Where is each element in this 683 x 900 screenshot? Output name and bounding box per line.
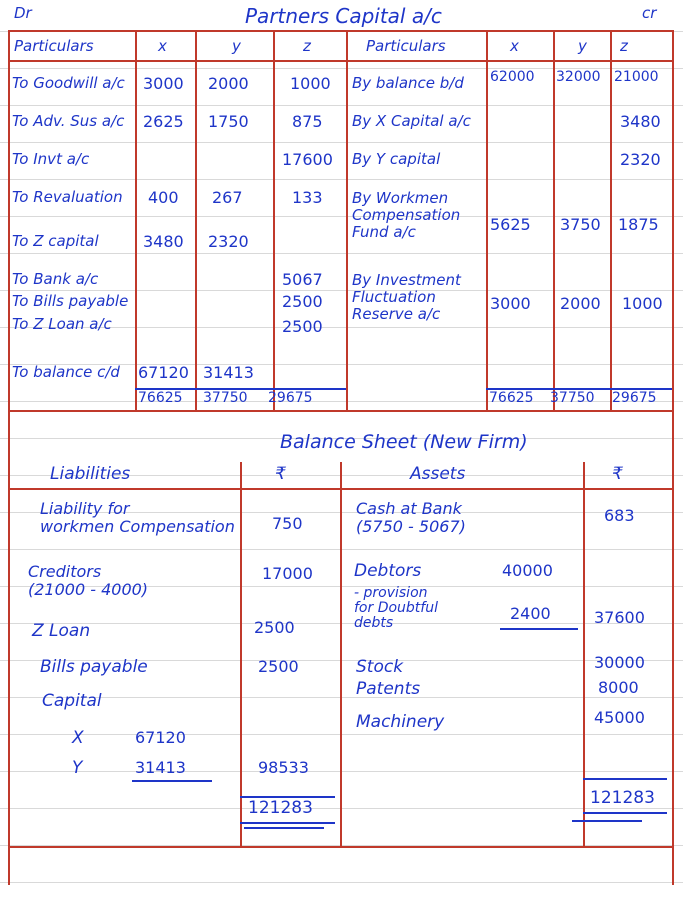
header-z-left: z <box>303 37 311 55</box>
liability-capital-label: Capital <box>42 691 102 711</box>
liability-creditors-label: Creditors (21000 - 4000) <box>28 562 149 599</box>
liability-workmen-label: Liability for workmen Compensation <box>40 499 235 536</box>
total-right-y: 37750 <box>550 390 595 406</box>
capital-x-amount: 67120 <box>135 728 186 747</box>
row-bank-label: To Bank a/c <box>12 270 99 288</box>
row-z-loan-z: 2500 <box>282 317 323 336</box>
row-revaluation-y: 267 <box>212 188 243 207</box>
row-workmen-z: 1875 <box>618 215 659 234</box>
row-adv-sus-label: To Adv. Sus a/c <box>12 112 125 130</box>
liability-z-loan-amount: 2500 <box>254 618 295 637</box>
row-balance-cd-y: 31413 <box>203 363 254 382</box>
row-goodwill-y: 2000 <box>208 74 249 93</box>
row-ifr-x: 3000 <box>490 294 531 313</box>
liabilities-header: Liabilities <box>50 464 131 484</box>
capital-x-label: X <box>72 728 84 748</box>
row-workmen-label: By Workmen Compensation Fund a/c <box>352 189 461 241</box>
row-x-capital-label: By X Capital a/c <box>352 112 471 130</box>
asset-debtors-label: Debtors <box>354 561 422 581</box>
row-y-capital-z: 2320 <box>620 150 661 169</box>
header-x-right: x <box>510 37 519 55</box>
asset-provision-label: - provision for Doubtful debts <box>354 585 438 631</box>
asset-debtors-gross: 40000 <box>502 561 553 580</box>
asset-machinery-label: Machinery <box>356 712 445 732</box>
total-left-y: 37750 <box>203 390 248 406</box>
row-balance-bd-y: 32000 <box>556 69 601 85</box>
row-balance-bd-z: 21000 <box>614 69 659 85</box>
row-x-capital-z: 3480 <box>620 112 661 131</box>
row-ifr-z: 1000 <box>622 294 663 313</box>
row-bills-label: To Bills payable <box>12 292 129 310</box>
row-ifr-label: By Investment Fluctuation Reserve a/c <box>352 271 461 323</box>
dr-label: Dr <box>14 4 32 22</box>
asset-debtors-net: 37600 <box>594 608 645 627</box>
capital-y-amount: 31413 <box>135 758 186 777</box>
asset-stock-label: Stock <box>356 657 404 677</box>
rupee-header-right: ₹ <box>612 464 623 484</box>
total-left-x: 76625 <box>138 390 183 406</box>
row-workmen-x: 5625 <box>490 215 531 234</box>
total-right-x: 76625 <box>489 390 534 406</box>
total-left-z: 29675 <box>268 390 313 406</box>
capital-total-amount: 98533 <box>258 758 309 777</box>
liability-creditors-amount: 17000 <box>262 564 313 583</box>
row-adv-sus-z: 875 <box>292 112 323 131</box>
liability-bills-amount: 2500 <box>258 657 299 676</box>
liability-workmen-amount: 750 <box>272 514 303 533</box>
asset-stock-amount: 30000 <box>594 653 645 672</box>
row-workmen-y: 3750 <box>560 215 601 234</box>
header-particulars-right: Particulars <box>366 37 446 55</box>
header-particulars-left: Particulars <box>14 37 94 55</box>
row-balance-cd-label: To balance c/d <box>12 363 120 381</box>
cr-label: cr <box>642 4 657 22</box>
row-z-loan-label: To Z Loan a/c <box>12 315 112 333</box>
row-z-capital-y: 2320 <box>208 232 249 251</box>
row-bills-z: 2500 <box>282 292 323 311</box>
balance-sheet-title: Balance Sheet (New Firm) <box>280 431 528 453</box>
row-bank-z: 5067 <box>282 270 323 289</box>
row-z-capital-label: To Z capital <box>12 232 99 250</box>
row-z-capital-x: 3480 <box>143 232 184 251</box>
row-revaluation-z: 133 <box>292 188 323 207</box>
row-goodwill-label: To Goodwill a/c <box>12 74 125 92</box>
rupee-header-left: ₹ <box>275 464 286 484</box>
row-balance-bd-label: By balance b/d <box>352 74 464 92</box>
row-revaluation-x: 400 <box>148 188 179 207</box>
row-goodwill-z: 1000 <box>290 74 331 93</box>
row-adv-sus-y: 1750 <box>208 112 249 131</box>
asset-cash-label: Cash at Bank (5750 - 5067) <box>356 499 466 536</box>
row-adv-sus-x: 2625 <box>143 112 184 131</box>
row-balance-cd-x: 67120 <box>138 363 189 382</box>
header-y-right: y <box>578 37 587 55</box>
asset-provision-amount: 2400 <box>510 604 551 623</box>
total-right-z: 29675 <box>612 390 657 406</box>
row-revaluation-label: To Revaluation <box>12 188 123 206</box>
asset-patents-amount: 8000 <box>598 678 639 697</box>
header-z-right: z <box>620 37 628 55</box>
header-y-left: y <box>232 37 241 55</box>
row-invt-z: 17600 <box>282 150 333 169</box>
row-invt-label: To Invt a/c <box>12 150 90 168</box>
header-x-left: x <box>158 37 167 55</box>
row-goodwill-x: 3000 <box>143 74 184 93</box>
account-title: Partners Capital a/c <box>245 4 442 28</box>
assets-header: Assets <box>410 464 466 484</box>
liability-z-loan-label: Z Loan <box>32 621 91 641</box>
capital-y-label: Y <box>72 758 83 778</box>
row-ifr-y: 2000 <box>560 294 601 313</box>
asset-patents-label: Patents <box>356 679 421 699</box>
assets-total: 121283 <box>590 788 655 808</box>
asset-machinery-amount: 45000 <box>594 708 645 727</box>
row-y-capital-label: By Y capital <box>352 150 441 168</box>
liability-bills-label: Bills payable <box>40 657 148 677</box>
asset-cash-amount: 683 <box>604 506 635 525</box>
row-balance-bd-x: 62000 <box>490 69 535 85</box>
liabilities-total: 121283 <box>248 798 313 818</box>
